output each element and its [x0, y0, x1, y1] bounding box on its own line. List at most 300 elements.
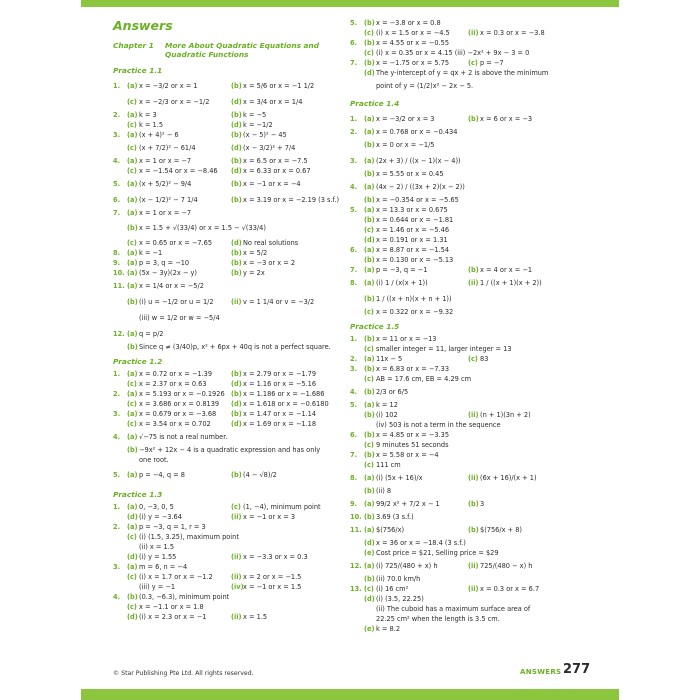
- part-label: (c): [231, 503, 241, 511]
- part-label: (a): [364, 266, 375, 274]
- part-label: (d): [231, 121, 242, 129]
- answer-text: v = 1 1/4 or v = −3/2: [243, 298, 315, 306]
- answer-text: p = −3, q = −1: [376, 266, 428, 274]
- part-label: (ii): [468, 474, 479, 482]
- answer-line: [113, 612, 339, 622]
- answer-text: 3: [480, 500, 485, 508]
- part-label: (a): [127, 82, 138, 90]
- answer-line: [350, 558, 590, 574]
- part-label: (d): [231, 239, 242, 247]
- answer-text: k = −1: [139, 249, 163, 257]
- question-number: 9.: [113, 259, 121, 267]
- answer-text: (i) 1 / (x(x + 1)): [376, 279, 428, 287]
- answer-line: [350, 58, 590, 68]
- question-number: 9.: [350, 500, 358, 508]
- section-heading: Practice 1.5: [350, 322, 400, 331]
- answer-text: x = 3.19 or x = −2.19 (3 s.f.): [243, 196, 340, 204]
- answer-text: x = 4.85 or x = −3.35: [376, 431, 450, 439]
- question-number: 2.: [113, 390, 121, 398]
- part-label: (c): [364, 49, 374, 57]
- answer-text: (4 − √8)/2: [243, 471, 277, 479]
- answer-line: [113, 572, 339, 582]
- answer-line: [113, 326, 339, 342]
- answer-line: [113, 176, 339, 192]
- part-label: (b): [127, 343, 138, 351]
- answer-text: x = 5.58 or x = −4: [376, 451, 439, 459]
- part-label: (b): [231, 157, 242, 165]
- answer-text: x = 0.65 or x = −7.65: [139, 239, 213, 247]
- answer-text: x = 1.46 or x = −5.46: [376, 226, 450, 234]
- answer-text: x = 6.5 or x = −7.5: [243, 157, 308, 165]
- part-label: (c): [127, 573, 137, 581]
- answer-line: [350, 215, 590, 225]
- part-label: (a): [127, 111, 138, 119]
- question-number: 6.: [350, 39, 358, 47]
- part-label: (c): [127, 144, 137, 152]
- part-label: (b): [364, 487, 375, 495]
- answer-line: [350, 235, 590, 245]
- part-label: (b): [231, 259, 242, 267]
- answer-text: x = 5/6 or x = −1 1/2: [243, 82, 315, 90]
- answer-text: 22.25 cm² when the length is 3.5 cm.: [376, 615, 500, 623]
- answer-text: x = 3.54 or x = 0.702: [139, 420, 211, 428]
- answer-line: [113, 278, 339, 294]
- part-label: (b): [231, 370, 242, 378]
- part-label: (b): [231, 269, 242, 277]
- answer-text: (n + 1)(3n + 2): [480, 411, 531, 419]
- answer-text: (i) (1.5, 3.25), maximum point: [139, 533, 239, 541]
- part-label: (b): [364, 39, 375, 47]
- part-label: (b): [468, 526, 479, 534]
- answer-text: (i) 16 cm²: [376, 585, 409, 593]
- part-label: (b): [231, 131, 242, 139]
- answer-text: x = 11 or x = −13: [376, 335, 437, 343]
- answer-line: [113, 445, 339, 455]
- answer-line: [350, 486, 590, 496]
- answer-text: x = −3/2 or x = 3: [376, 115, 435, 123]
- part-label: (a): [364, 355, 375, 363]
- answer-text: x = 1 or x = −7: [139, 209, 192, 217]
- part-label: (c): [364, 29, 374, 37]
- answer-text: Cost price = $21, Selling price = $29: [376, 549, 499, 557]
- question-number: 1.: [113, 370, 121, 378]
- answer-line: [113, 522, 339, 532]
- part-label: (b): [231, 471, 242, 479]
- answer-line: [350, 410, 590, 420]
- answer-line: [113, 238, 339, 248]
- answer-text: (x − 1/2)² − 7 1/4: [139, 196, 198, 204]
- answer-text: k = −1/2: [243, 121, 273, 129]
- answer-text: x = 1.47 or x = −1.14: [243, 410, 317, 418]
- part-label: (iv): [231, 583, 244, 591]
- answer-text: 0, −3, 0, 5: [139, 503, 174, 511]
- page-number: 277: [563, 662, 591, 677]
- part-label: (d): [127, 513, 138, 521]
- answer-text: x = −3.8 or x = 0.8: [376, 19, 441, 27]
- part-label: (a): [127, 390, 138, 398]
- left-column: [113, 18, 339, 622]
- part-label: (c): [364, 461, 374, 469]
- answer-text: x = 0.3 or x = −3.8: [480, 29, 545, 37]
- answer-text: x = 0.768 or x = −0.434: [376, 128, 458, 136]
- part-label: (ii): [468, 29, 479, 37]
- answer-text: x = 1.618 or x = −0.6180: [243, 400, 329, 408]
- answer-line: [113, 429, 339, 445]
- page-title: Answers: [113, 18, 173, 33]
- chapter-label: Chapter 1: [113, 41, 154, 50]
- answer-text: x = 13.3 or x = 0.675: [376, 206, 448, 214]
- answer-line: [350, 538, 590, 548]
- part-label: (b): [364, 170, 375, 178]
- answer-text: $(756/x + 8): [480, 526, 522, 534]
- answer-line: [113, 140, 339, 156]
- answer-text: 11x − 5: [376, 355, 403, 363]
- question-number: 8.: [350, 279, 358, 287]
- answer-text: (1, −4), minimum point: [243, 503, 321, 511]
- part-label: (b): [364, 365, 375, 373]
- answer-line: [350, 430, 590, 440]
- answer-text: (x + 7/2)² − 61/4: [139, 144, 196, 152]
- part-label: (d): [231, 167, 242, 175]
- answer-text: 1 / ((x + n)(x + n + 1)): [376, 295, 452, 303]
- part-label: (a): [364, 157, 375, 165]
- section-heading: Practice 1.4: [350, 99, 400, 108]
- question-number: 7.: [350, 451, 358, 459]
- answer-text: x = −1 or x = 1.5: [243, 583, 302, 591]
- answer-line: [113, 399, 339, 409]
- answer-text: x = 6.83 or x = −7.33: [376, 365, 450, 373]
- part-label: (a): [127, 370, 138, 378]
- answer-line: [350, 614, 590, 624]
- part-label: (b): [231, 410, 242, 418]
- question-number: 8.: [350, 474, 358, 482]
- question-number: 6.: [350, 246, 358, 254]
- answer-text: x = 6 or x = −3: [480, 115, 533, 123]
- answer-text: (i) 102: [376, 411, 398, 419]
- question-number: 5.: [350, 19, 358, 27]
- right-answers: [350, 18, 590, 634]
- answer-line: [113, 379, 339, 389]
- question-number: 5.: [350, 206, 358, 214]
- answer-text: (i) y = 1.55: [139, 553, 177, 561]
- answer-text: 2/3 or 6/5: [376, 388, 409, 396]
- part-label: (c): [364, 585, 374, 593]
- answer-line: [350, 275, 590, 291]
- answer-line: [113, 369, 339, 379]
- answer-text: p = −3, q = 1, r = 3: [139, 523, 206, 531]
- answer-line: [113, 166, 339, 176]
- answer-line: [350, 245, 590, 255]
- part-label: (a): [127, 471, 138, 479]
- question-number: 13.: [350, 585, 362, 593]
- answer-text: x = −2/3 or x = −1/2: [139, 98, 210, 106]
- answer-text: √−75 is not a real number.: [139, 433, 228, 441]
- part-label: (a): [364, 128, 375, 136]
- answer-text: p = −7: [480, 59, 504, 67]
- question-number: 3.: [113, 410, 121, 418]
- answer-text: (iii) y = −1: [139, 583, 176, 591]
- part-label: (b): [364, 19, 375, 27]
- question-number: 2.: [113, 523, 121, 531]
- part-label: (b): [364, 59, 375, 67]
- question-number: 7.: [350, 59, 358, 67]
- answer-text: x = 5.193 or x = −0.1926: [139, 390, 225, 398]
- part-label: (d): [231, 380, 242, 388]
- answer-text: Since q ≠ (3/40)p, x² + 6px + 40q is not a perfect square.: [139, 343, 331, 351]
- question-number: 5.: [350, 401, 358, 409]
- answer-line: [350, 18, 590, 28]
- question-number: 3.: [350, 157, 358, 165]
- answer-line: [113, 552, 339, 562]
- part-label: (c): [127, 239, 137, 247]
- answer-line: [350, 364, 590, 374]
- part-label: (a): [127, 410, 138, 418]
- answer-line: [350, 127, 590, 137]
- answer-text: x = 2.37 or x = 0.63: [139, 380, 207, 388]
- question-number: 11.: [113, 282, 125, 290]
- answer-text: x = 0.644 or x = −1.81: [376, 216, 454, 224]
- answer-line: [350, 420, 590, 430]
- question-number: 2.: [113, 111, 121, 119]
- part-label: (a): [127, 523, 138, 531]
- answer-line: [350, 440, 590, 450]
- right-column: [350, 18, 590, 634]
- question-number: 4.: [113, 433, 121, 441]
- answer-line: [350, 384, 590, 400]
- answer-text: y = 2x: [243, 269, 265, 277]
- part-label: (c): [364, 226, 374, 234]
- part-label: (d): [231, 420, 242, 428]
- answer-text: point of y = (1/2)x² − 2x − 5.: [376, 82, 474, 90]
- answer-line: [113, 294, 339, 310]
- answer-text: x = 1.69 or x = −1.18: [243, 420, 317, 428]
- answer-text: The y-intercept of y = qx + 2 is above the minimum: [376, 69, 549, 77]
- answer-line: [350, 594, 590, 604]
- answer-text: (0.3, −6.3), minimum point: [139, 593, 230, 601]
- answer-text: (i) x = 0.35 or x = 4.15 (iii) −2x² + 9x − 3 = 0: [376, 49, 530, 57]
- question-number: 7.: [113, 209, 121, 217]
- part-label: (d): [231, 98, 242, 106]
- answer-text: x = 6.33 or x = 0.67: [243, 167, 311, 175]
- answer-text: (i) x = 1.5 or x = −4.5: [376, 29, 450, 37]
- part-label: (b): [231, 82, 242, 90]
- part-label: (d): [127, 613, 138, 621]
- answer-line: [113, 192, 339, 208]
- part-label: (b): [364, 411, 375, 419]
- part-label: (b): [127, 593, 138, 601]
- answer-line: [350, 334, 590, 344]
- answer-text: (i) x = 2.3 or x = −1: [139, 613, 207, 621]
- part-label: (c): [364, 375, 374, 383]
- answer-text: x = 5.55 or x = 0.45: [376, 170, 444, 178]
- part-label: (c): [364, 441, 374, 449]
- answer-text: x = 0.191 or x = 1.31: [376, 236, 448, 244]
- answer-text: x = −1.54 or x = −8.46: [139, 167, 218, 175]
- part-label: (ii): [468, 411, 479, 419]
- answer-text: x = 36 or x = −18.4 (3 s.f.): [376, 539, 466, 547]
- top-green-bar: [81, 0, 619, 7]
- answer-line: [350, 291, 590, 307]
- answer-text: (ii) 8: [376, 487, 392, 495]
- question-number: 12.: [113, 330, 125, 338]
- answer-text: (i) y = −3.64: [139, 513, 182, 521]
- answer-text: p = −4, q = 8: [139, 471, 185, 479]
- answer-text: k = 1.5: [139, 121, 164, 129]
- section-heading: Practice 1.3: [113, 490, 163, 499]
- answer-text: x = 2.79 or x = −1.79: [243, 370, 317, 378]
- part-label: (b): [231, 196, 242, 204]
- part-label: (c): [127, 98, 137, 106]
- answer-line: [113, 419, 339, 429]
- answer-text: (x − 3/2)² + 7/4: [243, 144, 296, 152]
- part-label: (a): [364, 115, 375, 123]
- answer-text: $(756/x): [376, 526, 405, 534]
- answer-line: [350, 225, 590, 235]
- part-label: (b): [127, 446, 138, 454]
- answer-text: (x + 4)² − 6: [139, 131, 179, 139]
- part-label: (b): [364, 451, 375, 459]
- question-number: 4.: [113, 157, 121, 165]
- answer-text: x = 0.679 or x = −3.68: [139, 410, 217, 418]
- answer-text: x = 5/2: [243, 249, 268, 257]
- part-label: (ii): [468, 279, 479, 287]
- question-number: 4.: [113, 593, 121, 601]
- answer-text: (4x − 2) / ((3x + 2)(x − 2)): [376, 183, 465, 191]
- part-label: (b): [364, 256, 375, 264]
- answer-line: [113, 110, 339, 120]
- answer-line: [113, 512, 339, 522]
- part-label: (a): [127, 269, 138, 277]
- answer-line: [350, 460, 590, 470]
- part-label: (b): [231, 180, 242, 188]
- answer-line: [350, 344, 590, 354]
- answer-text: (2x + 3) / ((x − 1)(x − 4)): [376, 157, 461, 165]
- part-label: (c): [468, 355, 478, 363]
- answer-line: [350, 205, 590, 215]
- answer-text: (ii) The cuboid has a maximum surface area of: [376, 605, 531, 613]
- part-label: (b): [364, 196, 375, 204]
- answer-text: x = 3/4 or x = 1/4: [243, 98, 303, 106]
- part-label: (a): [364, 183, 375, 191]
- section-heading: Practice 1.1: [113, 66, 163, 75]
- answer-text: (i) (5x + 16)/x: [376, 474, 423, 482]
- answer-text: 83: [480, 355, 489, 363]
- answer-line: [113, 208, 339, 218]
- answer-text: AB = 17.6 cm, EB = 4.29 cm: [376, 375, 472, 383]
- answer-line: [113, 120, 339, 130]
- answer-line: [350, 496, 590, 512]
- answer-text: x = −1 or x = −4: [243, 180, 301, 188]
- part-label: (a): [364, 246, 375, 254]
- part-label: (ii): [468, 562, 479, 570]
- answer-text: x = 1.186 or x = −1.686: [243, 390, 325, 398]
- answer-text: x = −1 or x = 3: [243, 513, 296, 521]
- answer-line: [113, 582, 339, 592]
- part-label: (b): [364, 216, 375, 224]
- question-number: 11.: [350, 526, 362, 534]
- answer-text: x = 0 or x = −1/5: [376, 141, 435, 149]
- part-label: (b): [364, 388, 375, 396]
- answer-text: (x − 5)² − 45: [243, 131, 287, 139]
- answer-line: [113, 455, 339, 465]
- part-label: (c): [127, 400, 137, 408]
- question-number: 2.: [350, 355, 358, 363]
- answer-line: [350, 48, 590, 58]
- part-label: (c): [127, 380, 137, 388]
- answer-line: [350, 548, 590, 558]
- chapter-title: More About Quadratic Equations and Quadratic Functions: [165, 41, 320, 59]
- part-label: (b): [364, 431, 375, 439]
- answer-text: smaller integer = 11, larger integer = 13: [376, 345, 512, 353]
- part-label: (b): [468, 500, 479, 508]
- copyright-notice: © Star Publishing Pte Ltd. All rights reserved.: [113, 670, 254, 677]
- answer-line: [350, 265, 590, 275]
- part-label: (d): [364, 69, 375, 77]
- answer-line: [113, 465, 339, 485]
- question-number: 1.: [113, 503, 121, 511]
- part-label: (b): [127, 298, 138, 306]
- answer-line: [350, 179, 590, 195]
- running-head: ANSWERS: [520, 668, 562, 676]
- answer-text: x = 1.5 + √(33/4) or x = 1.5 − √(33/4): [139, 224, 266, 232]
- part-label: (a): [127, 563, 138, 571]
- question-number: 1.: [113, 82, 121, 90]
- answer-text: x = 8.87 or x = −1.54: [376, 246, 450, 254]
- part-label: (a): [127, 330, 138, 338]
- answer-text: k = 8.2: [376, 625, 401, 633]
- answer-line: [113, 562, 339, 572]
- part-label: (c): [364, 345, 374, 353]
- answer-line: [350, 68, 590, 78]
- answer-line: [350, 604, 590, 614]
- answer-line: [350, 195, 590, 205]
- part-label: (c): [127, 167, 137, 175]
- question-number: 3.: [113, 131, 121, 139]
- answer-line: [350, 512, 590, 522]
- answer-text: m = 6, n = −4: [139, 563, 188, 571]
- answer-text: (i) (3.5, 22.25): [376, 595, 424, 603]
- answer-line: [350, 354, 590, 364]
- answer-text: (i) 725/(480 + x) h: [376, 562, 438, 570]
- answer-text: one root.: [139, 456, 169, 464]
- part-label: (d): [231, 144, 242, 152]
- part-label: (b): [231, 249, 242, 257]
- part-label: (a): [127, 249, 138, 257]
- answer-line: [113, 389, 339, 399]
- part-label: (a): [127, 259, 138, 267]
- part-label: (b): [364, 575, 375, 583]
- answer-line: [350, 28, 590, 38]
- answer-text: x = 1.16 or x = −5.16: [243, 380, 317, 388]
- question-number: 6.: [113, 196, 121, 204]
- answer-text: x = −0.354 or x = −5.65: [376, 196, 459, 204]
- answer-text: x = 1 or x = −7: [139, 157, 192, 165]
- question-number: 3.: [113, 563, 121, 571]
- part-label: (d): [364, 595, 375, 603]
- answer-line: [113, 78, 339, 94]
- answer-text: 9 minutes 51 seconds: [376, 441, 449, 449]
- answer-text: (x + 5/2)² − 9/4: [139, 180, 192, 188]
- chapter-heading: [113, 41, 339, 59]
- part-label: (c): [468, 59, 478, 67]
- answer-line: [350, 38, 590, 48]
- answer-text: (6x + 16)/(x + 1): [480, 474, 537, 482]
- part-label: (e): [364, 625, 375, 633]
- part-label: (d): [127, 553, 138, 561]
- part-label: (d): [231, 400, 242, 408]
- answer-line: [350, 153, 590, 169]
- answer-line: [350, 574, 590, 584]
